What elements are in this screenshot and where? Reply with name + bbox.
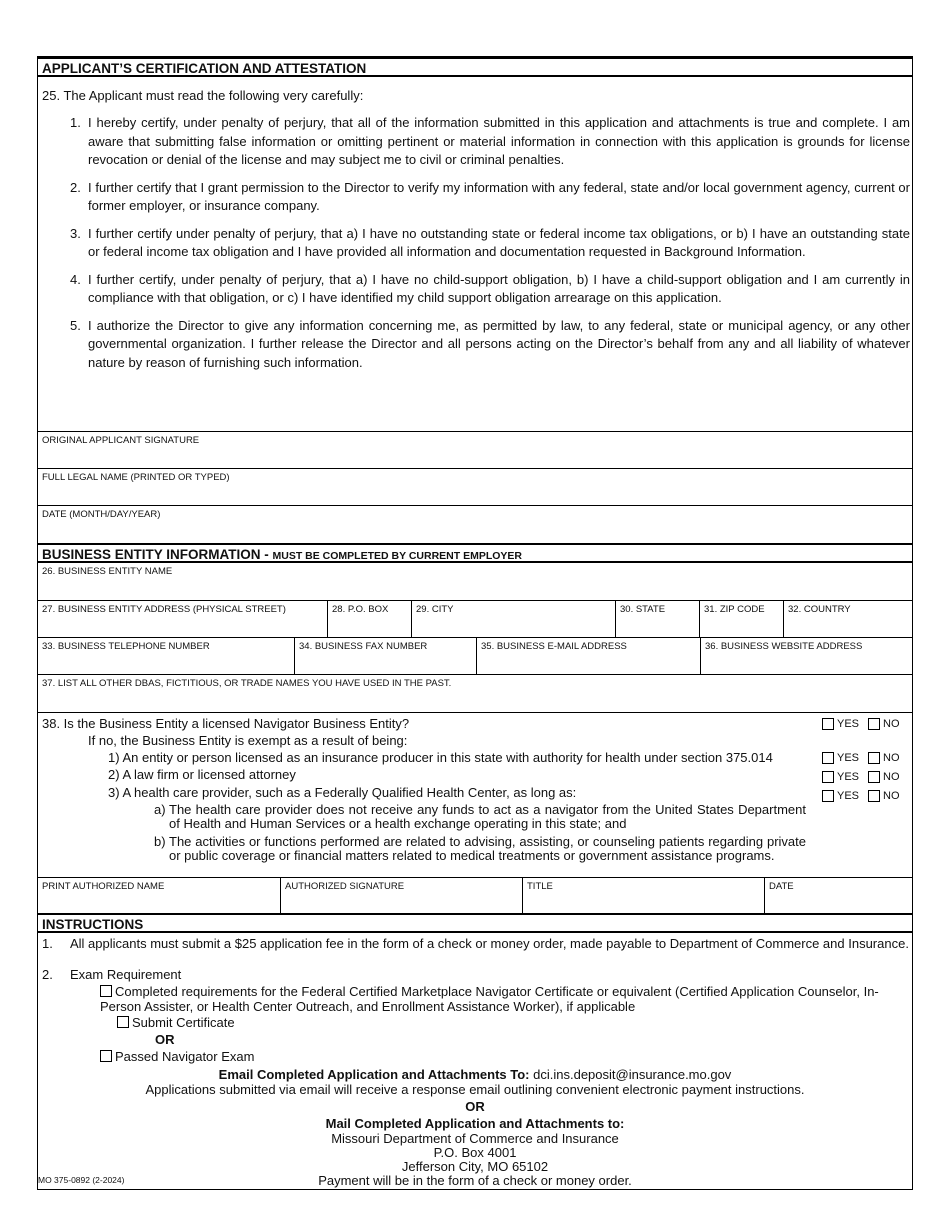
instructions-body (38, 933, 912, 1189)
mail-address-line-1: Missouri Department of Commerce and Insurance (331, 1131, 619, 1146)
q38-3-yes-checkbox[interactable] (822, 790, 834, 802)
q38-yes-no (822, 718, 900, 730)
federal-certificate-checkbox[interactable] (100, 985, 112, 997)
instruction-1-number: 1. (42, 936, 53, 951)
city-label: 29. CITY (416, 604, 454, 615)
q38-if-no: If no, the Business Entity is exempt as a result of being: (88, 733, 408, 748)
item-number: 5. (70, 317, 81, 333)
business-website-label: 36. BUSINESS WEBSITE ADDRESS (705, 641, 863, 652)
business-header-note: MUST BE COMPLETED BY CURRENT EMPLOYER (272, 550, 523, 562)
item-text: I further certify, under penalty of perjury, that a) I have no child-support obligation, b) I have a child-support obligation and I am currently in compliance with that obligation, or c) I have identified my child support obligation arrearage on this application. (88, 271, 910, 305)
q38-3b-text: The activities or functions performed are related to advising, assisting, or counseling patients regarding private or public coverage or financial matters related to medical treatments or government assistance programs. (169, 834, 806, 863)
q38-question: 38. Is the Business Entity a licensed Navigator Business Entity? (42, 716, 410, 731)
email-label: Email Completed Application and Attachments To: (218, 1067, 530, 1082)
q38-option-3a (154, 803, 806, 831)
mail-address-line-3: Jefferson City, MO 65102 (401, 1159, 549, 1174)
item-text: I further certify under penalty of perjury, that a) I have no outstanding state or federal income tax obligations, or b) I have an outstanding state or federal income tax obligation and I have provided all information and documentation requested in Background Information. (88, 225, 910, 259)
item-number: 3. (70, 225, 81, 241)
or-separator-1: OR (155, 1032, 175, 1047)
no-label: NO (883, 718, 900, 730)
submit-certificate-checkbox[interactable] (117, 1016, 129, 1028)
q38-2-yes-checkbox[interactable] (822, 771, 834, 783)
q38-option-2: 2) A law firm or licensed attorney (108, 767, 296, 782)
print-authorized-name-field[interactable] (38, 878, 280, 913)
state-field[interactable] (615, 601, 699, 637)
q38-2-no-checkbox[interactable] (868, 771, 880, 783)
exam-option-2-text: Passed Navigator Exam (115, 1049, 255, 1064)
zip-code-field[interactable] (699, 601, 783, 637)
business-email-field[interactable] (476, 638, 700, 674)
po-box-field[interactable] (327, 601, 411, 637)
business-header (38, 543, 912, 563)
navigator-exam-checkbox[interactable] (100, 1050, 112, 1062)
item-text: I further certify that I grant permission to the Director to verify my information with any federal, state and/or local government agency, current or former employer, or insurance company. (88, 179, 910, 213)
business-header-title: BUSINESS ENTITY INFORMATION - (42, 547, 273, 562)
q38-3a-letter: a) (154, 802, 166, 817)
q38-yes-checkbox[interactable] (822, 718, 834, 730)
item-text: I authorize the Director to give any information concerning me, as permitted by law, to any federal, state or municipal agency, or any other governmental organization. I further release the Director and all persons acting on the Director’s behalf from any and all liability of whatever nature by reason of furnishing such information. (88, 317, 910, 370)
business-address-field[interactable] (38, 601, 327, 637)
yes-label: YES (837, 790, 860, 802)
certification-item-5 (70, 317, 910, 373)
yes-label: YES (837, 752, 860, 764)
instruction-2-text: Exam Requirement (70, 967, 182, 982)
item-number: 1. (70, 115, 81, 130)
form-code: MO 375-0892 (2-2024) (38, 1175, 125, 1185)
q38-1-yes-no (822, 752, 900, 764)
submit-certificate-text: Submit Certificate (132, 1015, 235, 1030)
no-label: NO (883, 771, 900, 783)
business-telephone-field[interactable] (38, 638, 294, 674)
payment-note: Payment will be in the form of a check or money order. (318, 1173, 632, 1188)
business-fax-label: 34. BUSINESS FAX NUMBER (299, 641, 428, 652)
full-legal-name-label: FULL LEGAL NAME (PRINTED OR TYPED) (42, 472, 230, 483)
authorization-date-field[interactable] (764, 878, 912, 913)
title-label: TITLE (527, 881, 553, 892)
instruction-2-number: 2. (42, 967, 53, 982)
business-website-field[interactable] (700, 638, 912, 674)
item-number: 2. (70, 179, 81, 195)
certification-body (38, 77, 912, 431)
applicant-signature-label: ORIGINAL APPLICANT SIGNATURE (42, 435, 200, 446)
q38-2-yes-no (822, 771, 900, 783)
email-address[interactable]: dci.ins.deposit@insurance.mo.gov (533, 1067, 732, 1082)
mail-address-line-2: P.O. Box 4001 (433, 1145, 517, 1160)
certification-item-3 (70, 225, 910, 262)
item-text: I hereby certify, under penalty of perjury, that all of the information submitted in this application and attachments is true and complete. I am aware that submitting false information or omitting pertinent or material information in connection with this application is grounds for license revocation or denial of the license and may subject me to civil or criminal penalties. (88, 115, 910, 167)
yes-label: YES (837, 718, 860, 730)
authorized-signature-field[interactable] (280, 878, 522, 913)
dba-names-label: 37. LIST ALL OTHER DBAS, FICTITIOUS, OR TRADE NAMES YOU HAVE USED IN THE PAST. (42, 678, 452, 689)
dba-names-field[interactable] (38, 675, 912, 712)
title-field[interactable] (522, 878, 764, 913)
q38-option-3: 3) A health care provider, such as a Federally Qualified Health Center, as long as: (108, 785, 577, 800)
certification-list (70, 114, 910, 372)
instructions-header: INSTRUCTIONS (38, 913, 912, 933)
certification-item-2 (70, 179, 910, 216)
business-telephone-label: 33. BUSINESS TELEPHONE NUMBER (42, 641, 210, 652)
mail-label: Mail Completed Application and Attachments to: (325, 1116, 625, 1131)
q38-3-yes-no (822, 790, 900, 802)
country-label: 32. COUNTRY (788, 604, 851, 615)
or-separator-2: OR (465, 1099, 485, 1114)
exam-option-1 (100, 985, 910, 1014)
yes-label: YES (837, 771, 860, 783)
q38-option-3b (154, 835, 806, 863)
po-box-label: 28. P.O. BOX (332, 604, 389, 615)
q38-option-1: 1) An entity or person licensed as an insurance producer in this state with authority for health under section 375.014 (108, 750, 773, 765)
submit-certificate-option (117, 1016, 235, 1031)
zip-code-label: 31. ZIP CODE (704, 604, 765, 615)
authorized-signature-label: AUTHORIZED SIGNATURE (285, 881, 405, 892)
certification-intro: 25. The Applicant must read the following very carefully: (42, 88, 364, 103)
authorization-date-label: DATE (769, 881, 794, 892)
business-address-label: 27. BUSINESS ENTITY ADDRESS (PHYSICAL STREET) (42, 604, 286, 615)
certification-header: APPLICANT’S CERTIFICATION AND ATTESTATION (38, 59, 912, 77)
item-number: 4. (70, 271, 81, 287)
date-label: DATE (MONTH/DAY/YEAR) (42, 509, 161, 520)
exam-option-2 (100, 1050, 254, 1065)
business-address-row (38, 600, 912, 637)
question-38 (38, 712, 912, 877)
dba-row (38, 674, 912, 712)
email-line (38, 1068, 912, 1083)
q38-3b-letter: b) (154, 834, 166, 849)
no-label: NO (883, 790, 900, 802)
applicant-signature-field[interactable] (38, 431, 912, 468)
date-field[interactable] (38, 505, 912, 543)
business-contact-row (38, 637, 912, 674)
q38-3-no-checkbox[interactable] (868, 790, 880, 802)
q38-3a-text: The health care provider does not receive any funds to act as a navigator from the United States Department of Health and Human Services or a health exchange operating in this state; and (169, 802, 806, 831)
business-email-label: 35. BUSINESS E-MAIL ADDRESS (481, 641, 627, 652)
q38-1-no-checkbox[interactable] (868, 752, 880, 764)
city-field[interactable] (411, 601, 615, 637)
q38-1-yes-checkbox[interactable] (822, 752, 834, 764)
full-legal-name-field[interactable] (38, 468, 912, 505)
print-authorized-name-label: PRINT AUTHORIZED NAME (42, 881, 165, 892)
business-fax-field[interactable] (294, 638, 476, 674)
certification-item-1 (70, 114, 910, 170)
state-label: 30. STATE (620, 604, 666, 615)
application-form (37, 56, 913, 1190)
country-field[interactable] (783, 601, 912, 637)
exam-option-1-text: Completed requirements for the Federal Certified Marketplace Navigator Certificate or equivalent (Certified Application Counselor, In-Person Assister, or Health Center Outreach, and Enrollment Assistance Worker), if applicable (100, 984, 879, 1014)
q38-no-checkbox[interactable] (868, 718, 880, 730)
business-entity-name-field[interactable] (38, 563, 912, 600)
authorization-row (38, 877, 912, 913)
certification-item-4 (70, 271, 910, 308)
business-name-row (38, 563, 912, 600)
no-label: NO (883, 752, 900, 764)
email-note: Applications submitted via email will receive a response email outlining convenient electronic payment instructions. (145, 1082, 805, 1097)
business-entity-name-label: 26. BUSINESS ENTITY NAME (42, 566, 173, 577)
instruction-1-text: All applicants must submit a $25 application fee in the form of a check or money order, made payable to Department of Commerce and Insurance. (70, 936, 909, 951)
